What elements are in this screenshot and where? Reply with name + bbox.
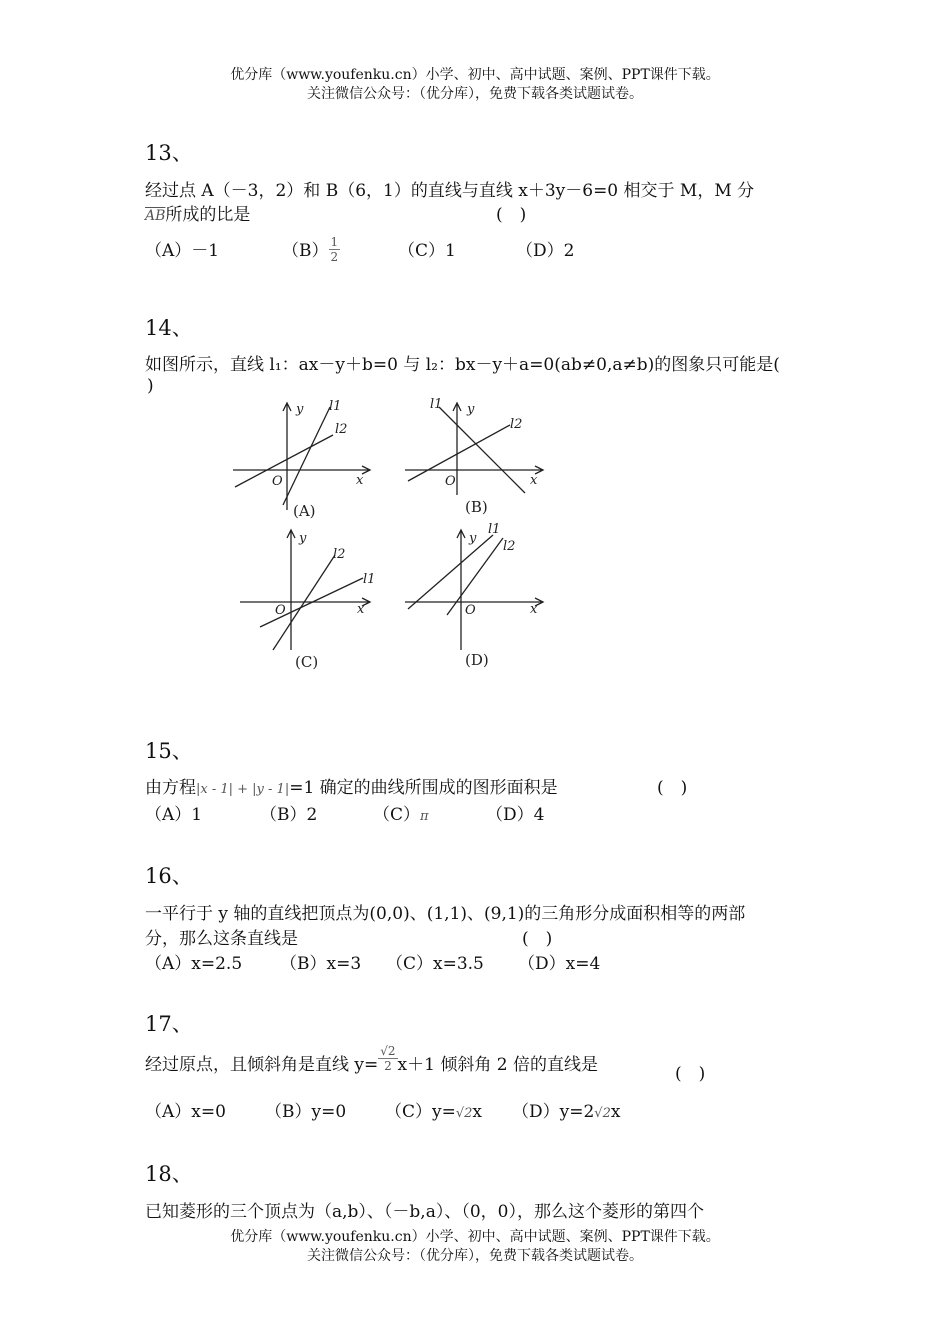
q13-stem-line-1: 经过点 A（－3，2）和 B（6，1）的直线与直线 x＋3y－6=0 相交于 M，M 分 [145,181,755,201]
q13-segment-ab: $\overline{AB}$ [145,208,166,224]
q18-number: 18、 [145,1162,193,1186]
q16-option-b: （B）x=3 [280,954,362,974]
fig-a-line-l1 [283,407,330,505]
fig-a-l1-label: l1 [329,399,342,414]
q13-option-b [282,236,340,264]
fig-a-x-label: x [356,473,364,488]
q15-option-a: （A）1 [145,805,203,825]
q17-option-c-post: x [472,1102,483,1122]
fig-b-line-l2 [408,425,510,481]
q15-option-c-pi: π [420,809,429,824]
q13-stem-tail: 所成的比是 [165,205,251,225]
q15-answer-paren: ( ) [657,778,688,798]
fig-b-l2-label: l2 [510,417,523,432]
q17-option-d-radical: √2 [594,1106,611,1121]
q17-option-d-post: x [610,1102,621,1122]
fig-d-caption: (D) [465,651,489,669]
fig-b-origin-label: O [445,474,456,489]
fig-b-caption: (B) [465,498,488,516]
fig-a-origin-label: O [272,474,283,489]
q13-option-c: （C）1 [398,241,456,261]
q17-number: 17、 [145,1012,193,1036]
q14-stem-line-1: 如图所示，直线 l₁：ax－y＋b=0 与 l₂：bx－y＋a=0(ab≠0,a≠b)的图象只可能是( [145,355,780,375]
footer-line-2: 关注微信公众号：（优分库），免费下载各类试题试卷。 [307,1248,643,1264]
q16-option-d: （D）x=4 [518,954,601,974]
fig-a-l2-label: l2 [335,422,348,437]
q17-option-a: （A）x=0 [145,1102,226,1122]
q13-option-b-label: （B） [282,241,329,261]
fig-d-l1-label: l1 [488,522,501,537]
q16-stem-line-2: 分，那么这条直线是 [145,929,298,949]
header-line-1: 优分库（www.youfenku.cn）小学、初中、高中试题、案例、PPT课件下载。 [230,67,720,83]
q13-stem-line-2 [145,200,250,225]
q13-answer-paren: ( ) [496,205,527,225]
q14-stem-line-2: ) [147,376,154,396]
q15-option-d: （D）4 [486,805,545,825]
q16-number: 16、 [145,864,193,888]
q17-option-d-pre: （D）y=2 [512,1102,595,1122]
q13-option-a: （A）－1 [145,241,220,261]
fig-b-x-label: x [530,473,538,488]
fig-d-origin-label: O [465,603,476,618]
q15-number: 15、 [145,739,193,763]
q15-option-b: （B）2 [260,805,318,825]
fig-b-y-label: y [467,402,475,417]
q13-option-b-fraction: $\frac{1}{2}$ [330,235,339,264]
fig-a-caption: (A) [293,502,316,520]
fig-d-l2-label: l2 [503,539,516,554]
fig-c-y-label: y [299,531,307,546]
fig-d-line-l1 [408,535,493,609]
q17-option-d [512,1097,620,1122]
q17-option-c-radical: √2 [455,1106,473,1121]
q17-stem-post: x＋1 倾斜角 2 倍的直线是 [397,1055,598,1075]
q18-stem-line-1: 已知菱形的三个顶点为（a,b）、（－b,a）、（0，0），那么这个菱形的第四个 [145,1202,704,1222]
q16-option-a: （A）x=2.5 [145,954,243,974]
q14-figure [225,395,555,680]
q15-stem [145,773,558,798]
q13-option-d: （D）2 [516,241,575,261]
fig-c-l2-label: l2 [333,547,346,562]
q15-stem-post: =1 确定的曲线所围成的图形面积是 [289,778,558,798]
q16-stem-line-1: 一平行于 y 轴的直线把顶点为(0,0)、(1,1)、(9,1)的三角形分成面积相等的两部 [145,904,746,924]
q17-fraction: $\frac{√2}{2}$ [380,1044,396,1073]
fig-c-caption: (C) [295,653,319,671]
footer-line-1: 优分库（www.youfenku.cn）小学、初中、高中试题、案例、PPT课件下载。 [230,1229,720,1245]
fig-c-l1-label: l1 [363,572,376,587]
fig-c-x-label: x [357,602,365,617]
fig-d-y-label: y [469,531,477,546]
fig-d-x-label: x [530,602,538,617]
q15-stem-pre: 由方程 [145,778,196,798]
q17-answer-paren: ( ) [675,1064,706,1084]
q17-option-c-pre: （C）y= [385,1102,456,1122]
q14-number: 14、 [145,316,193,340]
fig-a-line-l2 [235,435,333,487]
q15-option-c [373,800,429,825]
q15-option-c-label: （C） [373,805,421,825]
q16-option-c: （C）x=3.5 [386,954,484,974]
q17-option-c [385,1097,482,1122]
q13-number: 13、 [145,141,193,165]
q15-expression: |x - 1| + |y - 1| [196,782,290,797]
header-line-2: 关注微信公众号：（优分库），免费下载各类试题试卷。 [307,86,643,102]
fig-c-origin-label: O [275,603,286,618]
q17-stem-pre: 经过原点，且倾斜角是直线 y= [145,1055,379,1075]
q17-stem [145,1044,598,1075]
fig-b-l1-label: l1 [430,397,443,412]
q16-answer-paren: ( ) [522,929,553,949]
q17-option-b: （B）y=0 [265,1102,347,1122]
fig-a-y-label: y [296,402,304,417]
